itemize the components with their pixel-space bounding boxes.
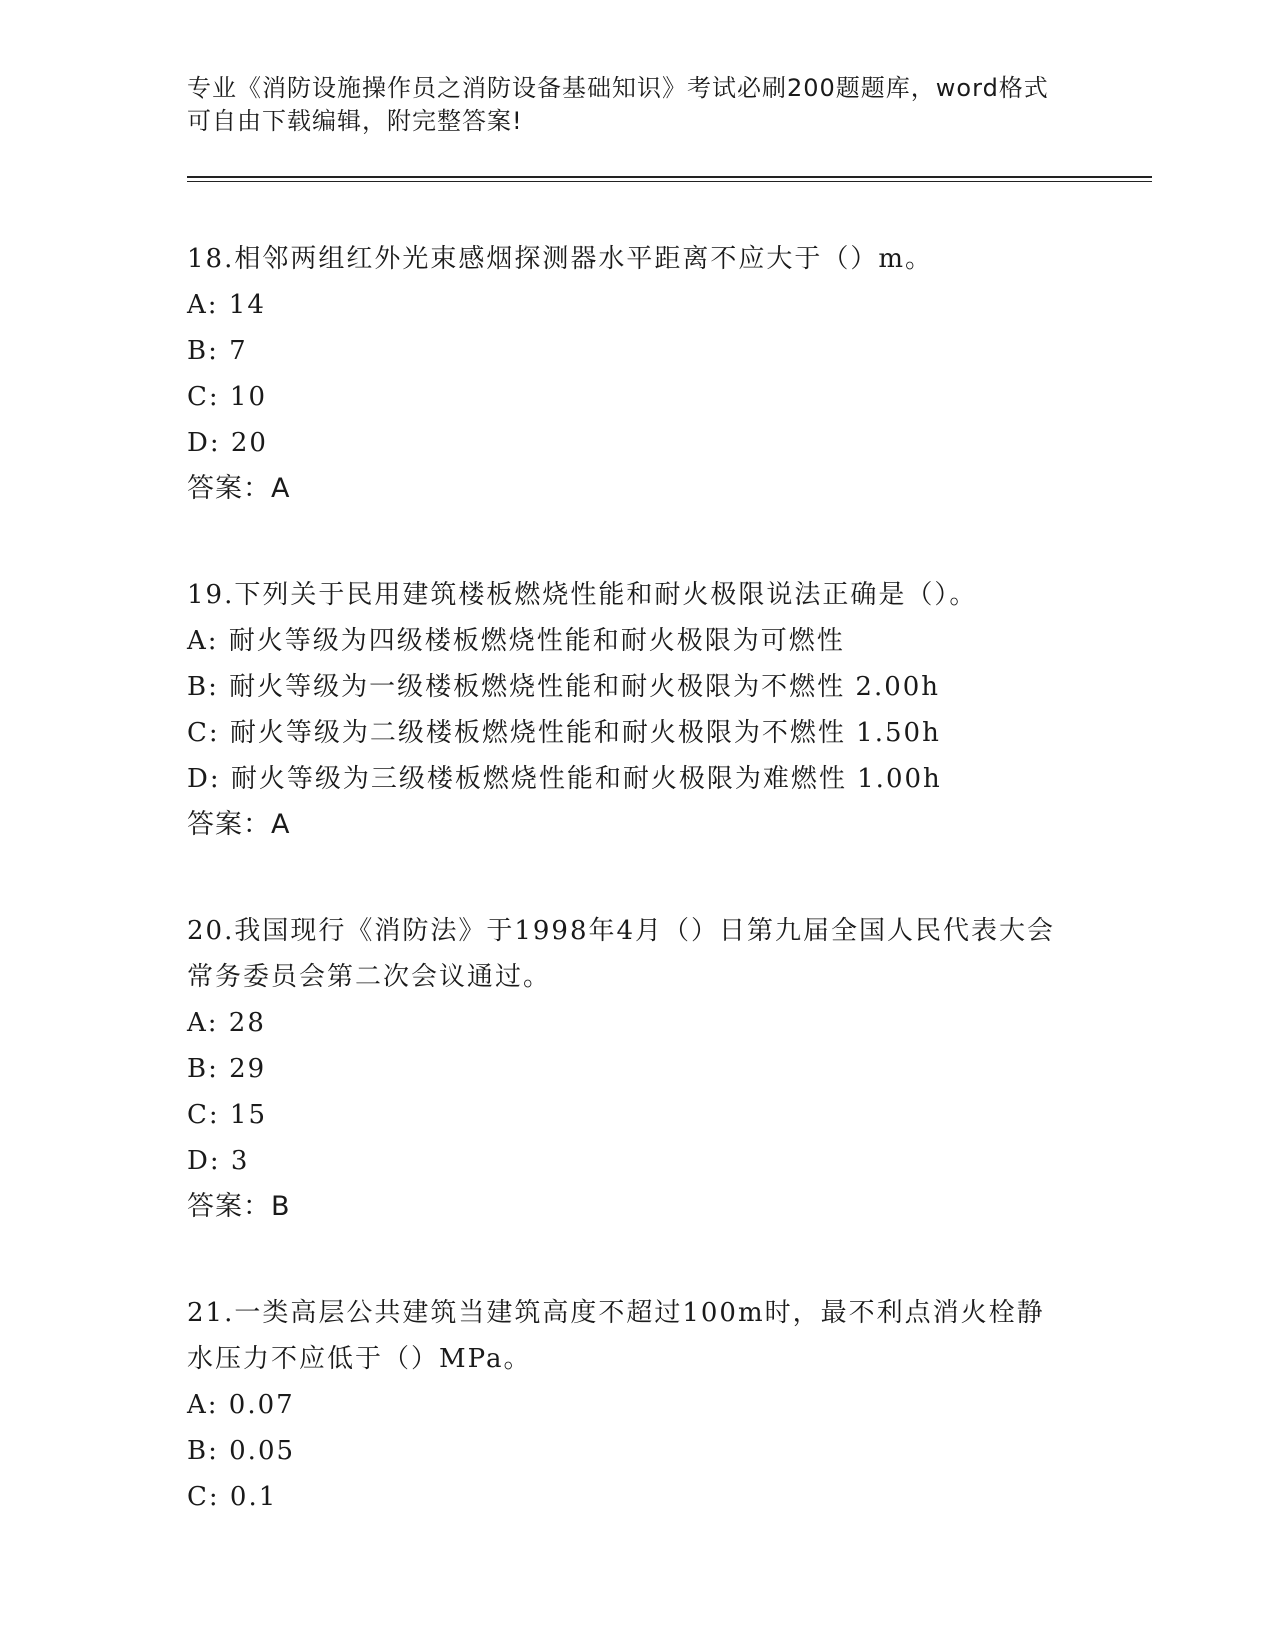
option-a: A: 14 [187,290,266,320]
question-stem: 20.我国现行《消防法》于1998年4月（）日第九届全国人民代表大会常务委员会第二次会议通过。 [187,916,1056,992]
option-d: D: 3 [187,1146,250,1176]
header-divider [187,176,1152,178]
option-d: D: 20 [187,428,268,458]
option-a: A: 28 [187,1008,266,1038]
question-20 [187,908,1067,1230]
option-c: C: 0.1 [187,1482,278,1512]
option-d: D: 耐火等级为三级楼板燃烧性能和耐火极限为难燃性 1.00h [187,764,942,794]
document-header [187,72,1067,138]
option-a: A: 耐火等级为四级楼板燃烧性能和耐火极限为可燃性 [187,626,845,656]
option-a: A: 0.07 [187,1390,295,1420]
answer-line: 答案：A [187,809,291,840]
question-stem: 18.相邻两组红外光束感烟探测器水平距离不应大于（）m。 [187,244,934,274]
answer-line: 答案：B [187,1191,291,1222]
option-c: C: 10 [187,382,268,412]
question-list [187,236,1067,1580]
option-c: C: 15 [187,1100,268,1130]
option-b: B: 29 [187,1054,267,1084]
option-b: B: 7 [187,336,248,366]
option-c: C: 耐火等级为二级楼板燃烧性能和耐火极限为不燃性 1.50h [187,718,941,748]
question-stem: 21.一类高层公共建筑当建筑高度不超过100m时，最不利点消火栓静水压力不应低于（）MPa。 [187,1298,1045,1374]
option-b: B: 0.05 [187,1436,296,1466]
question-18 [187,236,1067,512]
document-title: 专业《消防设施操作员之消防设备基础知识》考试必刷200题题库，word格式可自由下载编辑，附完整答案! [187,74,1049,135]
option-b: B: 耐火等级为一级楼板燃烧性能和耐火极限为不燃性 2.00h [187,672,941,702]
question-stem: 19.下列关于民用建筑楼板燃烧性能和耐火极限说法正确是（）。 [187,580,978,610]
answer-line: 答案：A [187,473,291,504]
question-19 [187,572,1067,848]
question-21 [187,1290,1067,1520]
header-divider-thin [187,181,1152,182]
